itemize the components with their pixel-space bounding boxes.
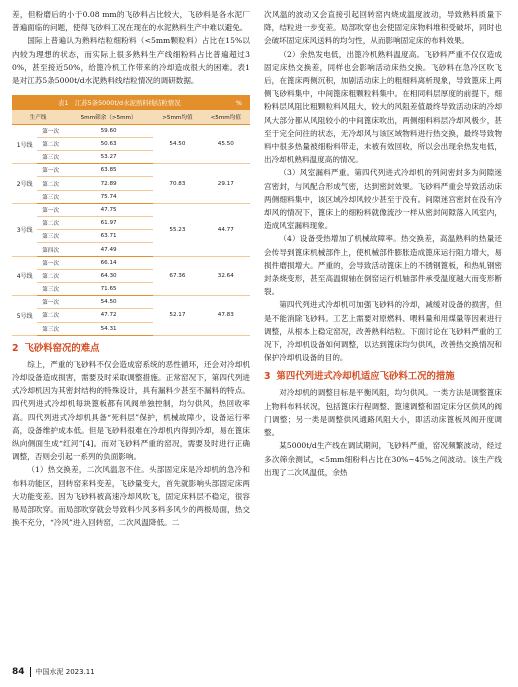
cell-trial: 第三次	[37, 190, 64, 203]
section-number: 2	[12, 342, 19, 354]
table-unit: %	[235, 98, 242, 107]
cell-sieve-value: 61.97	[64, 217, 153, 230]
paragraph: 次风温的波动又会直接引起回转窑内烧成温度波动，导致熟料质量下降，结粒进一步变差。局部吹穿也会使固定床物料堆积受破坏，同时也会破坏固定床风送料的均匀性，从而影响固定床的布料效果。	[264, 10, 502, 46]
col-header-sieve: 5mm筛余（>5mm）	[64, 110, 153, 124]
table-title-bar	[12, 95, 250, 110]
footer-divider	[30, 667, 31, 677]
cell-line: 1号线	[12, 124, 37, 164]
cell-trial: 第三次	[37, 322, 64, 335]
cell-avg-gt5: 70.83	[153, 164, 201, 204]
paragraph: （1）热交换差，二次风温忽不住。头部固定床是冷却机的急冷和布料功能区，回转窑来料变差，飞砂量变大，首先就影响头部固定床两大功能变差。因为飞砂料被高速冷却风吹飞，固定床料层不稳定，很容易局部吹穿。而局部吹穿就会导致料少风多料多风少的两极局面，热交换不充分，“冷风”进入回转窑，二次风温降低。二	[12, 465, 250, 528]
paragraph: 差，但粉磨后的小于0.08 mm的飞砂料占比较大，飞砂料是各水泥厂普遍面临的问题，使得飞砂料工况在现在的水泥熟料生产中难以避免。	[12, 10, 250, 33]
paragraph: （3）风室漏料严重。第四代列进式冷却机的列间密封多为间隙迷宫密封，与风配合形成气密，达到密封效果。飞砂料严重会导致活动床两侧细料集中，该区域冷却风较少甚至于没有。间隙迷宫密封在没有冷却风的情况下，篦床上的细粉料就像流沙一样从密封间隙落入风室内，造成风室漏料现象。	[264, 168, 502, 231]
paragraph: 某5000t/d生产线在调试期间，飞砂料严重，窑况频繁波动，经过多次筛余测试，<5mm细粉料占比在30%~45%之间波动。该生产线出现了二次风温低，余热	[264, 441, 502, 477]
cell-trial: 第一次	[37, 203, 64, 216]
paragraph: 对冷却机的调整目标是平衡风阻，均匀供风。一类方法是调整篦床上物料布料状况，包括篦床行程调整、篦速调整和固定床分区供风的阀门调整；另一类是调整供风通路风阻大小，即活动床篦板风阀开度调整。	[264, 388, 502, 438]
cell-avg-lt5: 47.83	[202, 296, 250, 336]
cell-sieve-value: 47.72	[64, 309, 153, 322]
cell-sieve-value: 63.85	[64, 164, 153, 177]
cell-line: 4号线	[12, 256, 37, 296]
table-title: 表1 江苏5条5000t/d水泥熟料线结粒情况	[58, 99, 181, 108]
paragraph: （2）余热发电低，出篦冷机熟料温度高。飞砂料严重不仅仅造成固定床热交换差，同样也会影响活动床热交换。飞砂料在急冷区吹飞后，在篦床两侧沉积，加剧活动床上的粗细料离析现象，导致篦床上两侧飞砂料集中，中间篦床粗颗粒料集中。在相同料层厚度的前提下，细粉料层风阻比粗颗粒料风阻大，较大的风阻差值最终导致活动床的冷却风大部分都从风阻较小的中间篦床吹出，两侧细料料层冷却风极少，甚至于完全问往的状态，无冷却风与该区域物料进行热交换，最终导致物料中很多热量被细粉料带走，未被有效回收，所以会出现余热发电低，出冷却机熟料温度高的情况。	[264, 49, 502, 165]
table-row	[12, 164, 250, 177]
cell-trial: 第三次	[37, 151, 64, 164]
cell-avg-lt5: 32.64	[202, 256, 250, 296]
section-title: 飞砂料窑况的难点	[24, 342, 100, 354]
cell-sieve-value: 64.30	[64, 269, 153, 282]
cell-trial: 第二次	[37, 137, 64, 150]
table-row	[12, 296, 250, 309]
cell-avg-lt5: 29.17	[202, 164, 250, 204]
cell-trial: 第一次	[37, 164, 64, 177]
left-column	[12, 8, 250, 529]
journal-name: 中国水泥 2023.11	[35, 668, 95, 676]
cell-sieve-value: 63.71	[64, 230, 153, 243]
table-row	[12, 124, 250, 137]
right-column	[264, 8, 502, 479]
cell-trial: 第二次	[37, 217, 64, 230]
cell-sieve-value: 54.31	[64, 322, 153, 335]
data-table	[12, 110, 250, 336]
cell-avg-lt5: 44.77	[202, 203, 250, 256]
table-row	[12, 256, 250, 269]
section-number: 3	[264, 371, 271, 383]
cell-trial: 第二次	[37, 177, 64, 190]
cell-avg-gt5: 52.17	[153, 296, 201, 336]
cell-sieve-value: 71.65	[64, 282, 153, 295]
cell-sieve-value: 54.50	[64, 296, 153, 309]
cell-line: 5号线	[12, 296, 37, 336]
table-1	[12, 95, 250, 336]
cell-trial: 第三次	[37, 282, 64, 295]
cell-trial: 第一次	[37, 256, 64, 269]
cell-line: 2号线	[12, 164, 37, 204]
page-footer	[12, 665, 95, 679]
cell-trial: 第三次	[37, 230, 64, 243]
cell-sieve-value: 59.60	[64, 124, 153, 137]
table-row	[12, 203, 250, 216]
cell-trial: 第一次	[37, 124, 64, 137]
cell-avg-gt5: 55.23	[153, 203, 201, 256]
cell-line: 3号线	[12, 203, 37, 256]
col-header-avg-gt5: >5mm均值	[153, 110, 201, 124]
paragraph: 综上，严重的飞砂料不仅会造成窑系统的恶性循环，还会对冷却机冷却设备造成损害，需要及时采取调整措施。正常窑况下，第四代列进式冷却机因为其密封结构的特殊设计，具有漏料少甚至不漏料的特点。四代列进式冷却机每块篦板都有风阀单独控制，均匀供风，热回收率高。四代列进式冷却机具备“死料层”保护，机械故障少，设备运行率高，设备维护成本低。但是飞砂料很难在冷却机内得到冷却，易在篦床纵向侧面生成“红河”[4]。而对飞砂料严重的窑况，需要及时进行正确调整，否则会引起一系列的负面影响。	[12, 359, 250, 462]
cell-avg-lt5: 45.50	[202, 124, 250, 164]
page-number: 84	[12, 667, 25, 677]
cell-sieve-value: 47.75	[64, 203, 153, 216]
table-body	[12, 124, 250, 335]
cell-sieve-value: 47.49	[64, 243, 153, 256]
paragraph: 第四代列进式冷却机可加强飞砂料的冷却，减缓对设备的损害，但是不能消除飞砂料。工艺上需要对原燃料、喂料量和用煤量等因素进行调整，从根本上稳定窑况，改善熟料结粒。下面讨论在飞砂料严重的工况下，冷却机设备如何调整，以达到篦床均匀供风，改善热交换情况和保护冷却机设备的目的。	[264, 300, 502, 363]
cell-trial: 第二次	[37, 309, 64, 322]
section-title: 第四代列进式冷却机适应飞砂料工况的措施	[276, 371, 455, 383]
cell-avg-gt5: 54.50	[153, 124, 201, 164]
paragraph: 国际上普遍认为熟料结粒细粉料（<5mm颗粒料）占比在15%以内较为理想的状态，而实际上很多熟料生产线细粉料占比普遍超过30%，甚至接近50%，给篦冷机工作带来的冷却造成很大的困难。表1是对江苏5条5000t/d水泥熟料线结粒情况的调研数据。	[12, 36, 250, 86]
cell-trial: 第四次	[37, 243, 64, 256]
cell-trial: 第二次	[37, 269, 64, 282]
cell-sieve-value: 66.14	[64, 256, 153, 269]
cell-trial: 第一次	[37, 296, 64, 309]
cell-sieve-value: 72.89	[64, 177, 153, 190]
cell-sieve-value: 53.27	[64, 151, 153, 164]
section-heading-2	[12, 342, 250, 356]
cell-sieve-value: 75.74	[64, 190, 153, 203]
section-heading-3	[264, 370, 502, 384]
paragraph: （4）设备受热增加了机械故障率。热交换差，高温熟料的热量还会传导到篦床机械部件上，使机械部件膨胀造成篦床运行阻力增大，易损件磨损增大。严重的，会导致活动篦床上的不锈钢篦板，和热轧钢密封条烧变形，甚至高温辊轴在倒窑运行机轴部件承受温度越大而变形断裂。	[264, 234, 502, 297]
col-header-line: 生产线	[12, 110, 64, 124]
cell-sieve-value: 50.63	[64, 137, 153, 150]
col-header-avg-lt5: <5mm均值	[202, 110, 250, 124]
cell-avg-gt5: 67.36	[153, 256, 201, 296]
